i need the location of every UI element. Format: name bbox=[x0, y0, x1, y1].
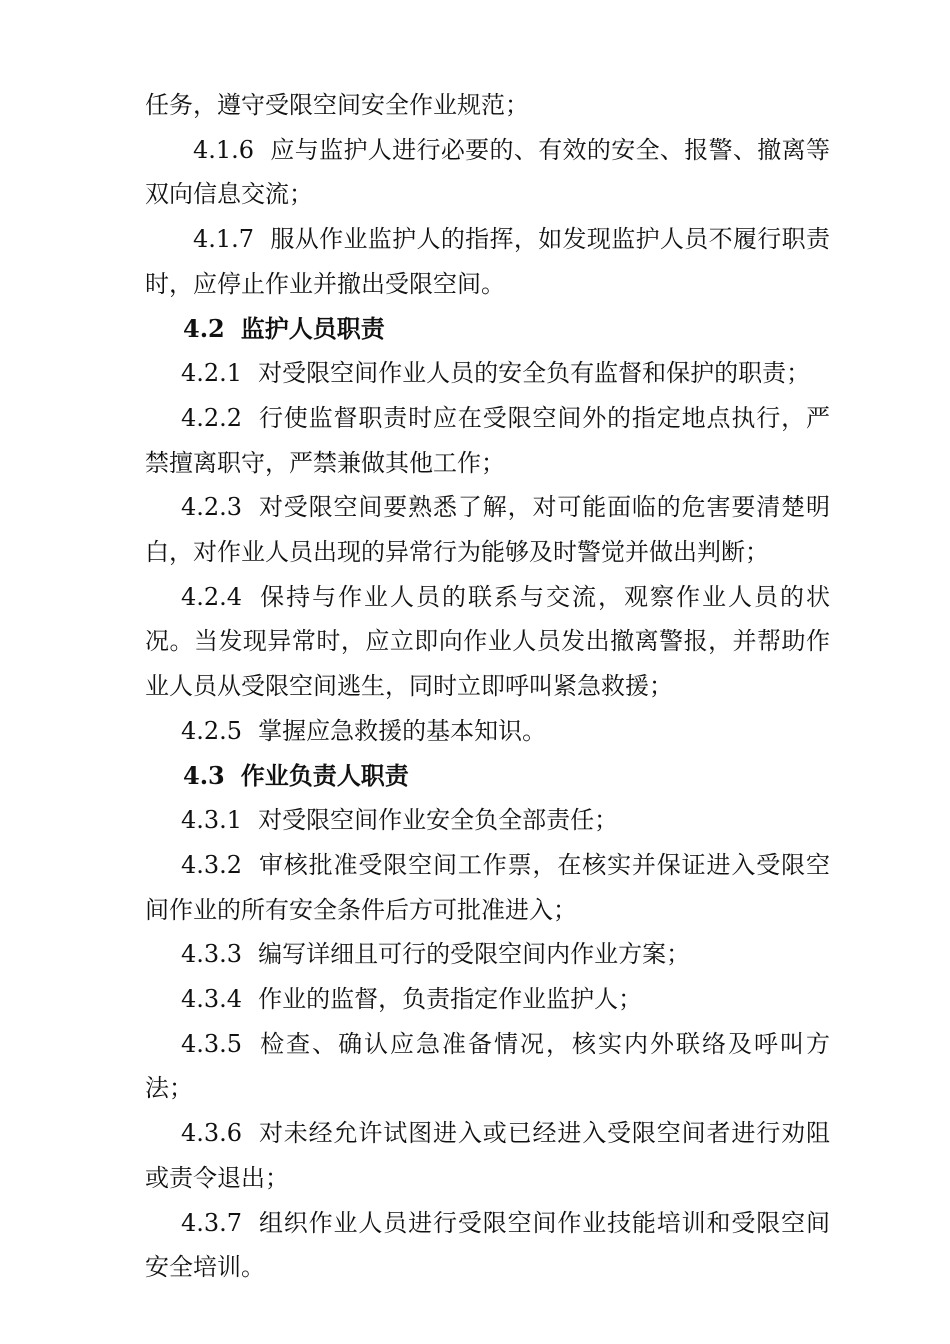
clause-4-2-1 bbox=[145, 351, 830, 396]
clause-4-2-3 bbox=[145, 485, 830, 574]
paragraph-text: 任务，遵守受限空间安全作业规范； bbox=[145, 91, 529, 119]
clause-number: 4.3.1 bbox=[181, 806, 243, 835]
clause-4-3-2 bbox=[145, 843, 830, 932]
section-number: 4.2 bbox=[183, 313, 225, 343]
clause-number: 4.2.4 bbox=[181, 582, 243, 611]
clause-number: 4.1.7 bbox=[193, 225, 255, 254]
clause-4-2-5 bbox=[145, 709, 830, 754]
clause-text: 对未经允许试图进入或已经进入受限空间者进行劝阻或责令退出； bbox=[145, 1119, 830, 1192]
clause-number: 4.2.2 bbox=[181, 403, 243, 432]
clause-number: 4.3.3 bbox=[181, 940, 243, 969]
clause-number: 4.3.2 bbox=[181, 850, 243, 879]
clause-text: 检查、确认应急准备情况，核实内外联络及呼叫方法； bbox=[145, 1029, 830, 1103]
clause-text: 对受限空间作业人员的安全负有监督和保护的职责； bbox=[258, 359, 811, 388]
clause-4-2-4 bbox=[145, 575, 830, 709]
clause-4-3-1 bbox=[145, 798, 830, 843]
section-heading-4-2 bbox=[145, 307, 830, 352]
clause-text: 组织作业人员进行受限空间作业技能培训和受限空间安全培训。 bbox=[145, 1208, 830, 1282]
clause-number: 4.2.3 bbox=[181, 493, 243, 522]
clause-text: 审核批准受限空间工作票，在核实并保证进入受限空间作业的所有安全条件后方可批准进入； bbox=[145, 850, 830, 924]
clause-4-3-6 bbox=[145, 1111, 830, 1200]
clause-number: 4.1.6 bbox=[193, 135, 255, 164]
section-heading-4-3 bbox=[145, 754, 830, 799]
clause-number: 4.3.7 bbox=[181, 1208, 243, 1237]
clause-4-3-5 bbox=[145, 1022, 830, 1111]
clause-4-3-7 bbox=[145, 1201, 830, 1290]
clause-number: 4.2.5 bbox=[181, 716, 243, 745]
clause-4-2-2 bbox=[145, 396, 830, 485]
clause-text: 掌握应急救援的基本知识。 bbox=[258, 716, 547, 745]
clause-text: 保持与作业人员的联系与交流，观察作业人员的状况。当发现异常时，应立即向作业人员发出撤离警报，并帮助作业人员从受限空间逃生，同时立即呼叫紧急救援； bbox=[145, 582, 830, 701]
clause-4-1-6 bbox=[145, 128, 830, 217]
clause-4-3-3 bbox=[145, 932, 830, 977]
section-title: 作业负责人职责 bbox=[240, 760, 409, 790]
document-body bbox=[145, 83, 830, 1290]
clause-text: 对受限空间要熟悉了解，对可能面临的危害要清楚明白，对作业人员出现的异常行为能够及时警觉并做出判断； bbox=[145, 493, 830, 567]
clause-number: 4.2.1 bbox=[181, 359, 243, 388]
clause-text: 行使监督职责时应在受限空间外的指定地点执行，严禁擅离职守，严禁兼做其他工作； bbox=[145, 403, 830, 477]
clause-4-1-7 bbox=[145, 217, 830, 306]
clause-text: 服从作业监护人的指挥，如发现监护人员不履行职责时，应停止作业并撤出受限空间。 bbox=[145, 225, 830, 298]
section-title: 监护人员职责 bbox=[240, 313, 385, 343]
clause-text: 应与监护人进行必要的、有效的安全、报警、撤离等双向信息交流； bbox=[145, 135, 830, 209]
clause-text: 作业的监督，负责指定作业监护人； bbox=[258, 985, 643, 1014]
clause-number: 4.3.6 bbox=[181, 1119, 243, 1148]
clause-number: 4.3.5 bbox=[181, 1029, 243, 1058]
paragraph-continuation bbox=[145, 83, 830, 128]
clause-text: 编写详细且可行的受限空间内作业方案； bbox=[258, 940, 691, 969]
section-number: 4.3 bbox=[183, 760, 225, 790]
clause-text: 对受限空间作业安全负全部责任； bbox=[258, 806, 619, 835]
clause-number: 4.3.4 bbox=[181, 985, 243, 1014]
clause-4-3-4 bbox=[145, 977, 830, 1022]
